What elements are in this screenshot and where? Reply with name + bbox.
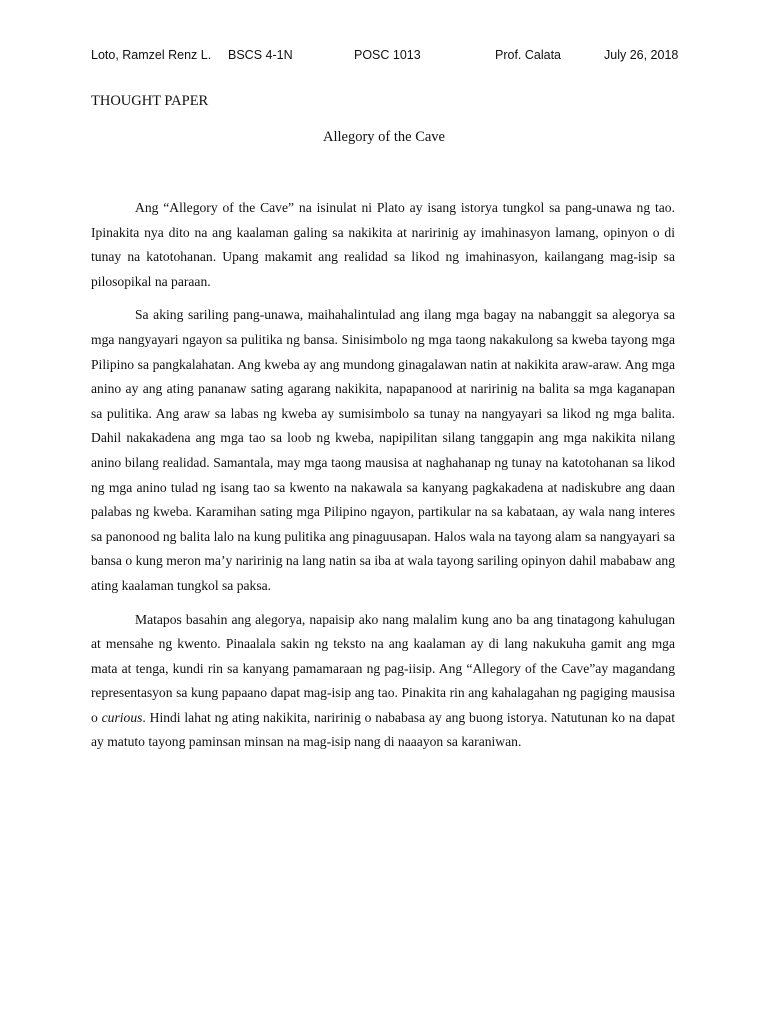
paragraph-3: [91, 608, 675, 756]
student-name: Loto, Ramzel Renz L.: [91, 48, 212, 62]
course-code: POSC 1013: [354, 48, 421, 62]
document-type-label: THOUGHT PAPER: [91, 93, 209, 109]
emphasized-word: curious: [101, 709, 143, 725]
student-section: BSCS 4-1N: [228, 48, 293, 62]
paragraph-3-text-start: Matapos basahin ang alegorya, napaisip ako nang malalim kung ano ba ang tinatagong kahulugan at mensahe ng kwento. Pinaalala sakin ng teksto na ang kaalaman ay di lang nakukuha gamit ang mga mata at tenga, kundi rin sa kanyang pamamaraan ng pag-iisip. Ang “Allegory of the Cave”ay magandang representasyon sa kung papaano dapat mag-isip ang tao. Pinakita rin ang kahalagahan ng pagiging mausisa o: [91, 611, 675, 725]
paragraph-2-text: Sa aking sariling pang-unawa, maihahalintulad ang ilang mga bagay na nabanggit sa alegorya sa mga nangyayari ngayon sa pulitika ng bansa. Sinisimbolo ng mga taong nakakulong sa kweba tayong mga Pilipino sa pangkalahatan. Ang kweba ay ang mundong ginagalawan natin at nakikita araw-araw. Ang mga anino ay ang ating pananaw sating agarang nakikita, napapanood at naririnig na balita sa mga kaganapan sa pulitika. Ang araw sa labas ng kweba ay sumisimbolo sa tunay na nangyayari sa likod ng mga balita. Dahil nakakadena ang mga tao sa loob ng kweba, napipilitan silang tanggapin ang mga nakikita nilang anino bilang realidad. Samantala, may mga taong mausisa at naghahanap ng tunay na katotohanan sa likod ng mga anino tulad ng isang tao sa kwento na nakawala sa kanyang pagkakadena at nadiskubre ang daan palabas ng kweba. Karamihan sating mga Pilipino ngayon, partikular na sa kabataan, ay wala nang interes sa panonood ng balita lalo na kung pulitika ang pinaguusapan. Halos wala na tayong alam sa nangyayari sa bansa o kung meron ma’y naririnig na lang natin sa iba at wala tayong sariling opinyon dahil mababaw ang ating kaalaman tungkol sa paksa.: [91, 307, 675, 593]
document-body: [91, 196, 675, 764]
paragraph-2: [91, 303, 675, 598]
paragraph-1-text: Ang “Allegory of the Cave” na isinulat ni Plato ay isang istorya tungkol sa pang-unawa ng tao. Ipinakita nya dito na ang kaalaman galing sa nakikita at naririnig ay imahinasyon lamang, opinyon o di tunay na katotohanan. Upang makamit ang realidad sa likod ng imahinasyon, kailangang mag-isip sa pilosopikal na paraan.: [91, 200, 675, 289]
paper-date: July 26, 2018: [604, 48, 679, 62]
paper-header: [0, 47, 768, 63]
professor-name: Prof. Calata: [495, 48, 562, 62]
document-title: Allegory of the Cave: [322, 129, 445, 145]
paragraph-1: [91, 196, 675, 294]
paragraph-3-text-end: . Hindi lahat ng ating nakikita, naririnig o nababasa ay ang buong istorya. Natutunan ko na dapat ay matuto tayong paminsan minsan na mag-isip nang di naaayon sa karaniwan.: [91, 709, 675, 750]
